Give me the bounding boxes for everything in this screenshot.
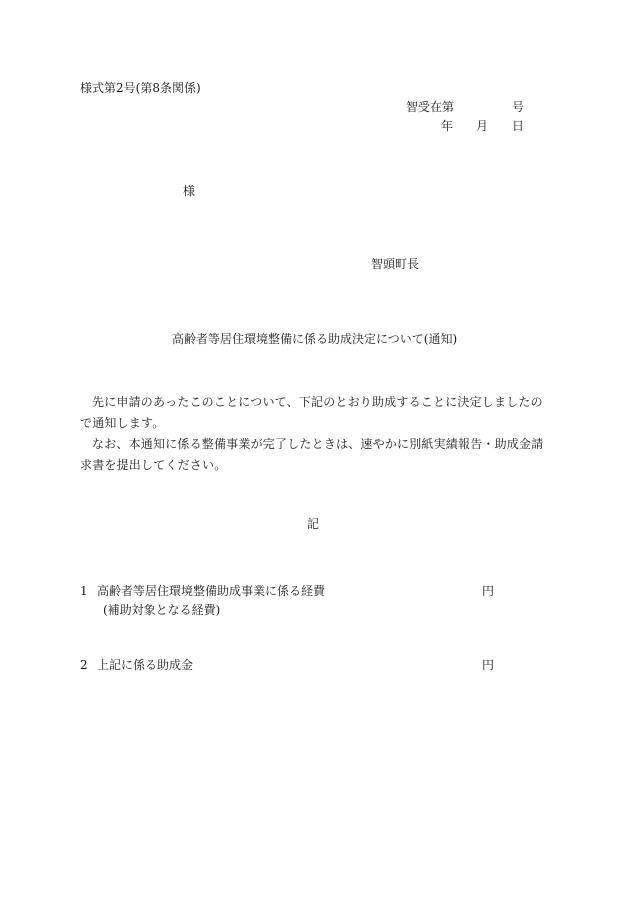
doc-number-prefix: 智受在第	[406, 100, 455, 114]
ki-heading: 記	[307, 517, 320, 531]
form-number: 様式第2号(第8条関係)	[80, 81, 201, 95]
body-paragraph-1: 先に申請のあったこのことについて、下記のとおり助成することに決定しましたので通知します。	[80, 395, 543, 430]
body-paragraph-2: なお、本通知に係る整備事業が完了したときは、速やかに別紙実績報告・助成金請求書を提出してください。	[80, 437, 544, 472]
document-title: 高齢者等居住環境整備に係る助成決定について(通知)	[172, 332, 458, 346]
item-2-unit: 円	[482, 658, 495, 672]
addressee-honorific: 様	[183, 184, 196, 198]
date-day: 日	[512, 119, 525, 133]
date-month: 月	[476, 119, 489, 133]
date-year: 年	[441, 119, 454, 133]
item-1-unit: 円	[482, 584, 495, 598]
item-2-number: 2	[80, 658, 88, 672]
item-1-sub-label: (補助対象となる経費)	[103, 603, 221, 617]
doc-number-suffix: 号	[512, 100, 525, 114]
item-2-label: 上記に係る助成金	[97, 658, 194, 672]
item-1-number: 1	[80, 584, 88, 598]
sender-name: 智頭町長	[371, 257, 420, 271]
item-1-label: 高齢者等居住環境整備助成事業に係る経費	[97, 584, 326, 598]
